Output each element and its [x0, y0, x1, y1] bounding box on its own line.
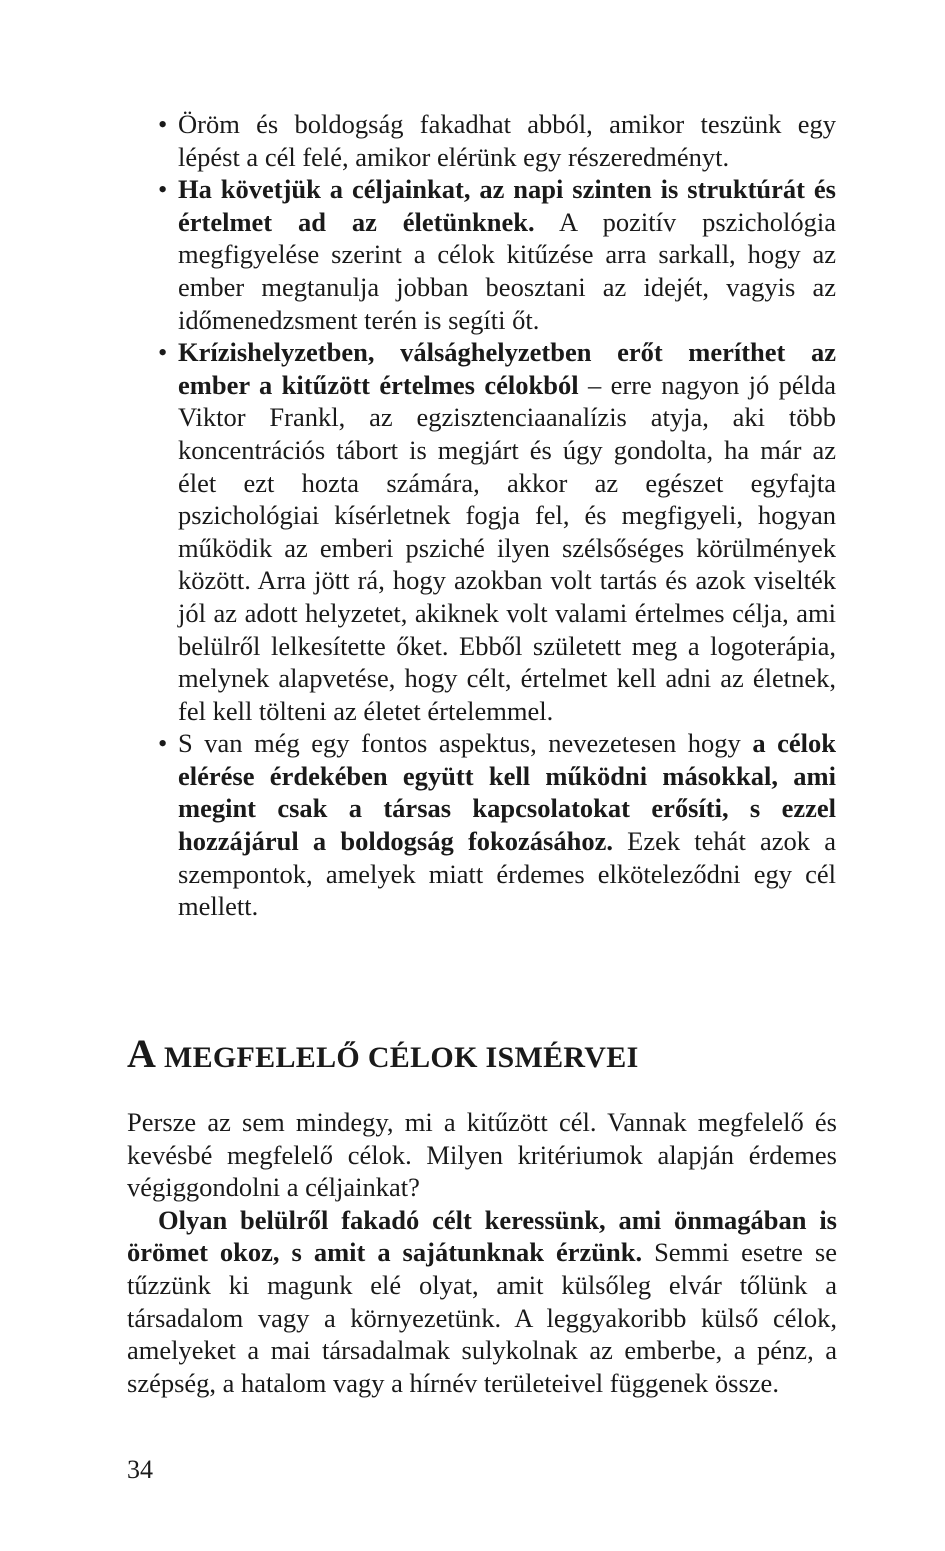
- bullet-bold-text: Krízishelyzetben, válsághelyzetben erőt meríthet az ember a kitűzött értelmes célokból: [178, 337, 836, 400]
- list-item: [158, 173, 836, 336]
- paragraph-text: Semmi esetre se tűzzünk ki magunk elé olyat, amit külsőleg elvár tőlünk a társadalom vagy a környezetünk. A leggyakoribb külső célok, amelyeket a mai társadalmak sulykolnak az emberbe, a pénz, a szépség, a hatalom vagy a hírnév területeivel függenek össze.: [127, 1237, 837, 1398]
- paragraph: [127, 1204, 837, 1400]
- heading-initial: A: [127, 1031, 157, 1076]
- bullet-text: Ezek tehát azok a szempontok, amelyek miatt érdemes elköteleződni egy cél mellett.: [178, 826, 836, 922]
- list-item: [158, 336, 836, 727]
- list-item: [158, 727, 836, 923]
- heading-rest: MEGFELELŐ CÉLOK ISMÉRVEI: [156, 1041, 639, 1074]
- body-text: [127, 1106, 837, 1399]
- section-heading: [127, 1030, 837, 1077]
- bullet-text: Öröm és boldogság fakadhat abból, amikor teszünk egy lépést a cél felé, amikor elérünk egy részeredményt.: [178, 109, 836, 172]
- bullet-text: S van még egy fontos aspektus, nevezetesen hogy: [178, 728, 753, 759]
- list-item: [158, 108, 836, 173]
- bullet-bold-text: Ha követjük a céljainkat, az napi szinten is struktúrát és értelmet ad az életünknek.: [178, 174, 836, 237]
- paragraph-bold-text: Olyan belülről fakadó célt keressünk, ami önmagában is örömet okoz, s amit a sajátunknak érzünk.: [127, 1204, 837, 1268]
- paragraph: Persze az sem mindegy, mi a kitűzött cél. Vannak megfelelő és kevésbé megfelelő célok. Milyen kritériumok alapján érdemes végiggondolni a céljainkat?: [127, 1107, 837, 1203]
- bullet-bold-text: a célok elérése érdekében együtt kell működni másokkal, ami megint csak a társas kapcsolatokat erősíti, s ezzel hozzájárul a boldogság fokozásához.: [178, 728, 836, 857]
- page-number: 34: [127, 1455, 153, 1484]
- bullet-text: A pozitív pszichológia megfigyelése szerint a célok kitűzése arra sarkall, hogy az ember megtanulja jobban beosztani az idejét, vagyis az időmenedzsment terén is segíti őt.: [178, 206, 836, 335]
- bullet-list: [158, 108, 836, 923]
- bullet-text: – erre nagyon jó példa Viktor Frankl, az egzisztenciaanalízis atyja, aki több koncentrációs tábort is megjárt és úgy gondolta, ha már az élet ezt hozta számára, akkor az egészet egyfajta pszichológiai kísérletnek fogja fel, és megfigyeli, hogyan működik az emberi psziché ilyen szélsőséges körülmények között. Arra jött rá, hogy azokban volt tartás és azok viselték jól az adott helyzetet, akiknek volt valami értelmes célja, ami belülről lelkesítette őket. Ebből született meg a logoterápia, melynek alapvetése, hogy célt, értelmet kell adni az életnek, fel kell tölteni az életet értelemmel.: [178, 369, 836, 726]
